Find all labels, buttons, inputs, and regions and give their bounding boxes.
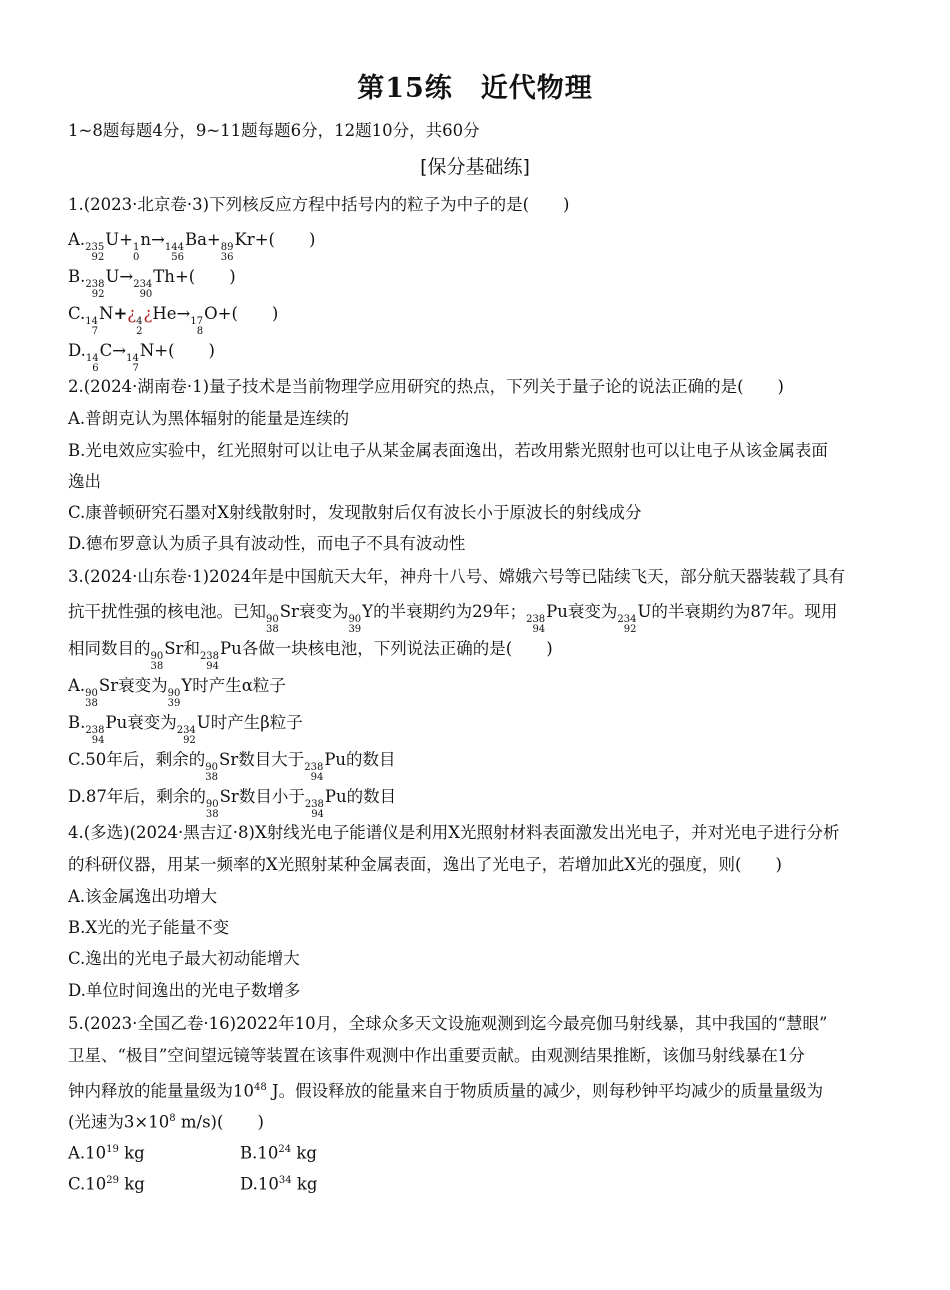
q5-option-b: $B.10^{24}$ kg xyxy=(240,1143,317,1163)
q4-option-d: D.单位时间逸出的光电子数增多 xyxy=(68,981,301,1000)
q2-option-b: B.光电效应实验中，红光照射可以让电子从某金属表面逸出，若改用紫光照射也可以让电子从该金属表面 xyxy=(68,441,828,460)
nuclide-c14: 14 6 C xyxy=(85,341,113,374)
q3-option-d: D.87年后，剩余的 90 38 Sr数目小于 238 94 Pu的数目 xyxy=(68,787,397,820)
title-sub: 近代物理 xyxy=(480,73,593,104)
q3-option-c: C.50年后，剩余的 90 38 Sr数目大于 238 94 Pu的数目 xyxy=(68,750,396,783)
nuclide-u235: 235 92 U xyxy=(85,230,120,263)
q5-option-c: $C.10^{29}$ kg xyxy=(68,1174,145,1194)
nuclide-ba144: 144 56 Ba xyxy=(164,230,207,263)
title-main: 第15练 xyxy=(357,73,453,104)
q5-stem-line4: (光速为$3\times 10^8$ m/s)( ) xyxy=(68,1112,264,1132)
nuclide-n1: 1 0 n xyxy=(133,230,152,263)
nuclide-n14-product: 14 7 N xyxy=(126,341,155,374)
nuclide-n14: 14 7 N xyxy=(85,304,114,337)
q1-option-b: B. 238 92 U→ 234 90 Th+( ) xyxy=(68,267,236,300)
q2-option-b-cont: 逸出 xyxy=(68,472,101,491)
nuclide-sr90: 90 38 Sr xyxy=(266,602,299,635)
q5-stem-line2: 卫星、“极目”空间望远镜等装置在该事件观测中作出重要贡献。由观测结果推断，该伽马射线暴在1分 xyxy=(68,1046,805,1065)
score-info: 1~8题每题4分，9~11题每题6分，12题10分，共60分 xyxy=(68,121,480,140)
q4-stem-line1: 4.(多选)(2024·黑吉辽·8)X射线光电子能谱仪是利用X光照射材料表面激发出光电子，并对光电子进行分析 xyxy=(68,823,840,842)
q4-stem-line2: 的科研仪器，用某一频率的X光照射某种金属表面，逸出了光电子，若增加此X光的强度，则( ) xyxy=(68,855,782,874)
q3-option-a: A. 90 38 Sr衰变为 90 39 Y时产生α粒子 xyxy=(68,676,286,709)
q2-stem: 2.(2024·湖南卷·1)量子技术是当前物理学应用研究的热点，下列关于量子论的说法正确的是( ) xyxy=(68,377,784,396)
nuclide-kr89: 89 36 Kr xyxy=(220,230,255,263)
q5-stem-line1: 5.(2023·全国乙卷·16)2022年10月，全球众多天文设施观测到迄今最亮伽马射线暴，其中我国的“慧眼” xyxy=(68,1014,828,1033)
section-heading: [保分基础练] xyxy=(420,156,530,178)
q3-option-b: B. 238 94 Pu衰变为 234 92 U时产生β粒子 xyxy=(68,713,303,746)
q1-option-a: A. 235 92 U+ 1 0 n→ 144 56 Ba+ 89 36 Kr+( ) xyxy=(68,230,316,263)
q5-stem-line3: 钟内释放的能量量级为$10^{48}$ J。假设释放的能量来自于物质质量的减少，则每秒钟平均减少的质量量级为 xyxy=(68,1081,824,1101)
q2-option-d: D.德布罗意认为质子具有波动性，而电子不具有波动性 xyxy=(68,534,466,553)
nuclide-pu238: 238 94 Pu xyxy=(526,602,568,635)
nuclide-th234: 234 90 Th xyxy=(133,267,175,300)
q5-option-d: $D.10^{34}$ kg xyxy=(240,1174,318,1194)
q3-stem-line2: 抗干扰性强的核电池。已知 90 38 Sr衰变为 90 39 Y的半衰期约为29年； 238 94 Pu衰变为 234 92 U的半衰期约为87年。现用 xyxy=(68,602,838,635)
q1-option-d: D. 14 6 C→ 14 7 N+( ) xyxy=(68,341,215,374)
nuclide-he4: 4 2 ¿He xyxy=(136,304,177,337)
q1-stem: 1.(2023·北京卷·3)下列核反应方程中括号内的粒子为中子的是( ) xyxy=(68,195,570,214)
page-title xyxy=(0,66,950,105)
q3-stem-line3: 相同数目的 90 38 Sr和 238 94 Pu各做一块核电池，下列说法正确的是( ) xyxy=(68,639,553,672)
q1-option-c: C. 14 7 N+¿ 4 2 ¿He→ 17 8 O+( ) xyxy=(68,304,279,337)
nuclide-y90: 90 39 Y xyxy=(348,602,374,635)
q4-option-b: B.X光的光子能量不变 xyxy=(68,918,230,937)
q4-option-c: C.逸出的光电子最大初动能增大 xyxy=(68,949,300,968)
nuclide-o17: 17 8 O xyxy=(190,304,218,337)
q5-option-a: $A.10^{19}$ kg xyxy=(68,1143,145,1163)
nuclide-u234: 234 92 U xyxy=(617,602,652,635)
q3-stem-line1: 3.(2024·山东卷·1)2024年是中国航天大年，神舟十八号、嫦娥六号等已陆续飞天，部分航天器装载了具有 xyxy=(68,567,846,586)
q4-option-a: A.该金属逸出功增大 xyxy=(68,887,218,906)
q2-option-c: C.康普顿研究石墨对X射线散射时，发现散射后仅有波长小于原波长的射线成分 xyxy=(68,503,642,522)
q2-option-a: A.普朗克认为黑体辐射的能量是连续的 xyxy=(68,409,350,428)
nuclide-u238: 238 92 U xyxy=(85,267,120,300)
